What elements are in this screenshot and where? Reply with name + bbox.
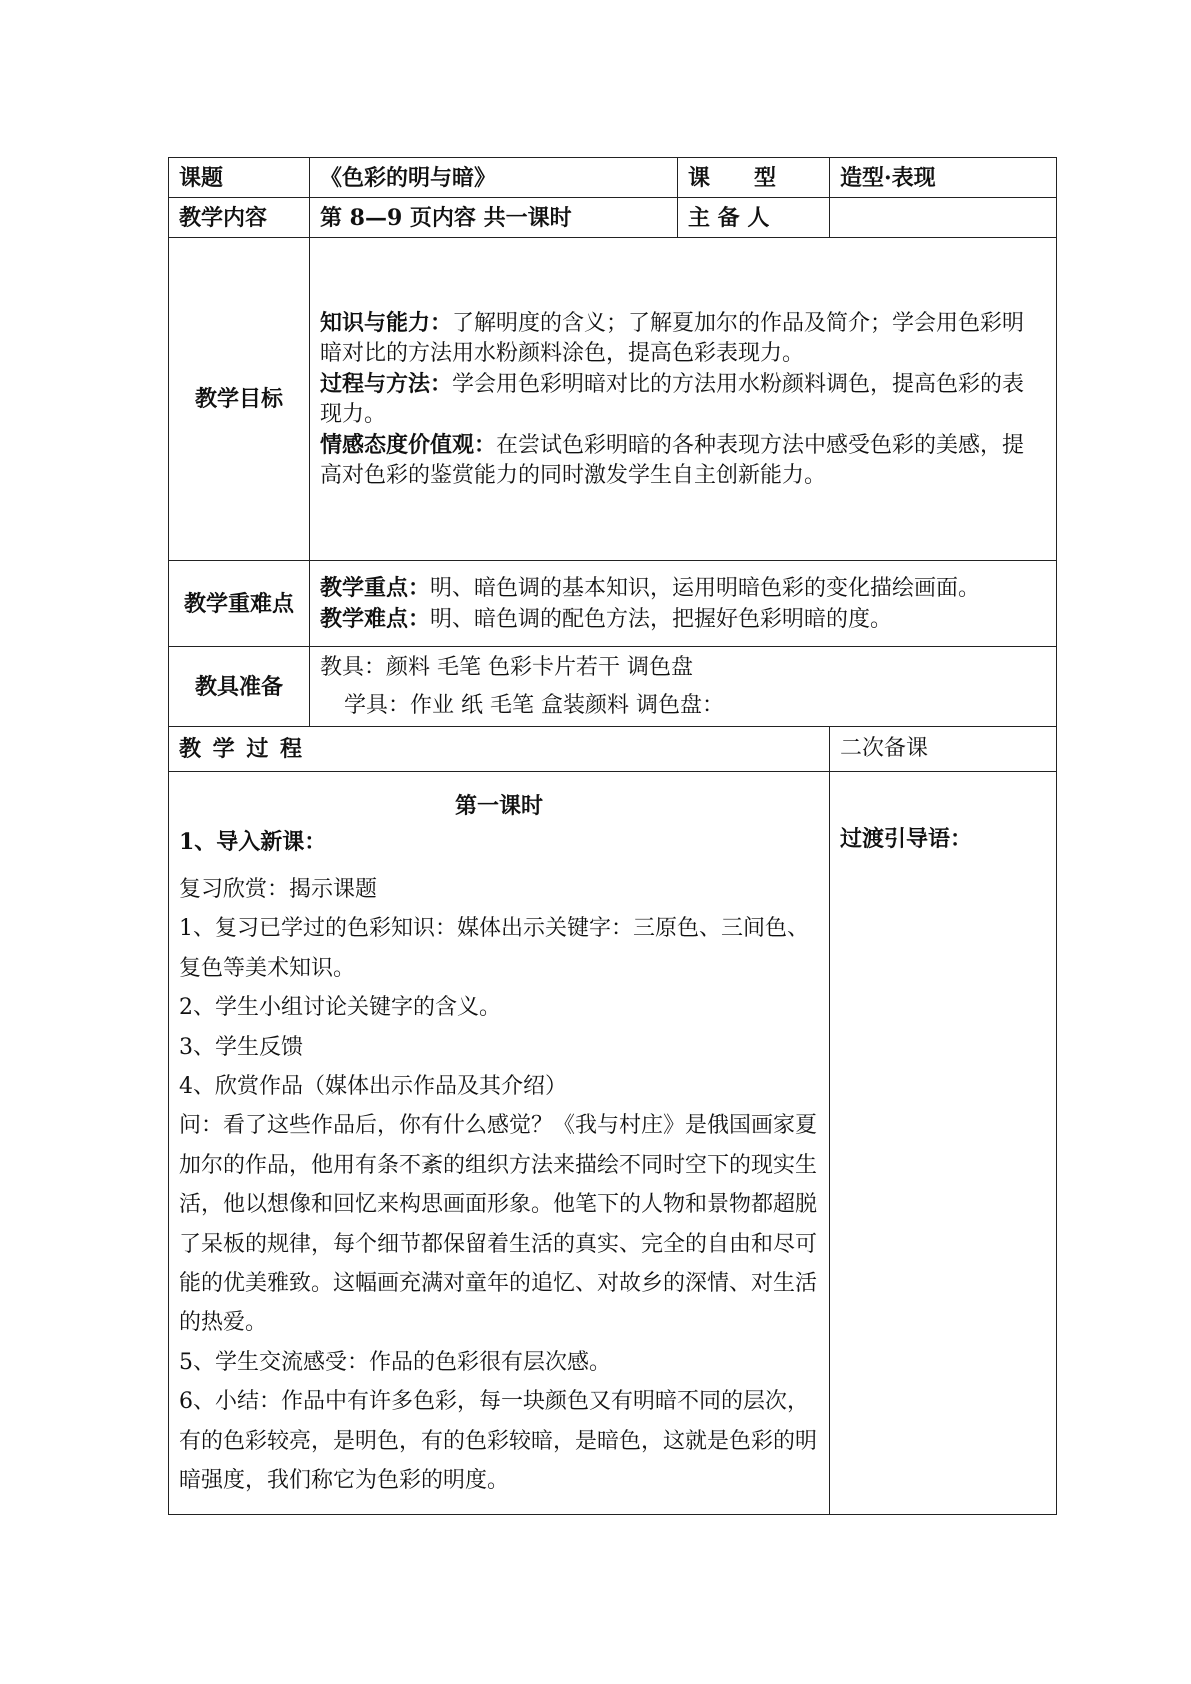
transition-label: 过渡引导语： (840, 826, 973, 852)
process-line: 问：看了这些作品后，你有什么感觉？《我与村庄》是俄国画家夏加尔的作品，他用有条不紊的组织方法来描绘不同时空下的现实生活，他以想像和回忆来构思画面形象。他笔下的人物和景物都超脱了呆板的规律，每个细节都保留着生活的真实、完全的自由和尽可能的优美雅致。这幅画充满对童年的追忆、对故乡的深情、对生活的热爱。 (179, 1113, 818, 1336)
process-line: 5、学生交流感受：作品的色彩很有层次感。 (179, 1349, 611, 1375)
process-line: 1、复习已学过的色彩知识：媒体出示关键字：三原色、三间色、复色等美术知识。 (179, 916, 809, 981)
section-heading: 1、导入新课： (179, 829, 327, 855)
topic-label: 课题 (169, 158, 310, 198)
process-lines (179, 870, 819, 1501)
preparer-value (830, 198, 1057, 238)
topic-row (169, 158, 1057, 198)
process-line: 4、欣赏作品（媒体出示作品及其介绍） (179, 1074, 567, 1100)
content-row (169, 198, 1057, 238)
topic-value: 《色彩的明与暗》 (310, 158, 678, 198)
objective-process (320, 369, 1046, 430)
key-points-row (169, 561, 1057, 647)
objectives-content (310, 238, 1057, 561)
materials-row (169, 647, 1057, 727)
key-points-label: 教学重难点 (169, 561, 310, 647)
objectives-row (169, 238, 1057, 561)
key-point-text: 明、暗色调的配色方法，把握好色彩明暗的度。 (430, 606, 893, 632)
materials-student: 学具：作业 纸 毛笔 盒装颜料 调色盘： (344, 692, 724, 718)
objective-text: 了解明度的含义；了解夏加尔的作品及简介；学会用色彩明暗对比的方法用水粉颜料涂色，提高色彩表现力。 (320, 310, 1025, 366)
lesson-title: 第一课时 (454, 793, 543, 819)
objective-knowledge (320, 308, 1046, 369)
process-line: 2、学生小组讨论关键字的含义。 (179, 995, 501, 1021)
objective-text: 学会用色彩明暗对比的方法用水粉颜料调色，提高色彩的表现力。 (320, 371, 1025, 427)
process-body-row (169, 772, 1057, 1515)
key-points-content (310, 561, 1057, 647)
objective-title: 情感态度价值观： (320, 431, 497, 458)
process-line: 复习欣赏：揭示课题 (179, 877, 378, 902)
process-line: 3、学生反馈 (179, 1034, 303, 1060)
key-point-text: 明、暗色调的基本知识，运用明暗色彩的变化描绘画面。 (430, 575, 981, 601)
materials-content (310, 647, 1057, 727)
objectives-label: 教学目标 (169, 238, 310, 561)
key-point-title: 教学重点： (320, 574, 431, 601)
key-point-title: 教学难点： (320, 605, 431, 632)
type-value: 造型·表现 (830, 158, 1057, 198)
objective-title: 过程与方法： (320, 370, 453, 397)
content-value: 第 8—9 页内容 共一课时 (310, 198, 678, 238)
materials-teacher: 教具：颜料 毛笔 色彩卡片若干 调色盘 (320, 654, 693, 680)
materials-label: 教具准备 (169, 647, 310, 727)
preparer-label: 主 备 人 (678, 198, 830, 238)
key-point-difficulty (320, 604, 1046, 635)
type-label: 课 型 (678, 158, 830, 198)
secondary-prep-label: 二次备课 (830, 727, 1057, 772)
process-header-row (169, 727, 1057, 772)
content-label: 教学内容 (169, 198, 310, 238)
process-line: 6、小结：作品中有许多色彩，每一块颜色又有明暗不同的层次，有的色彩较亮，是明色，有的色彩较暗，是暗色，这就是色彩的明暗强度，我们称它为色彩的明度。 (179, 1389, 818, 1494)
process-content (169, 772, 830, 1515)
lesson-plan-table (168, 157, 1057, 1515)
objective-title: 知识与能力： (320, 309, 453, 336)
objective-attitude (320, 430, 1046, 491)
objective-text: 在尝试色彩明暗的各种表现方法中感受色彩的美感，提高对色彩的鉴赏能力的同时激发学生自主创新能力。 (320, 432, 1025, 488)
key-point-focus (320, 573, 1046, 604)
process-label: 教 学 过 程 (169, 727, 830, 772)
secondary-prep-content (830, 772, 1057, 1515)
